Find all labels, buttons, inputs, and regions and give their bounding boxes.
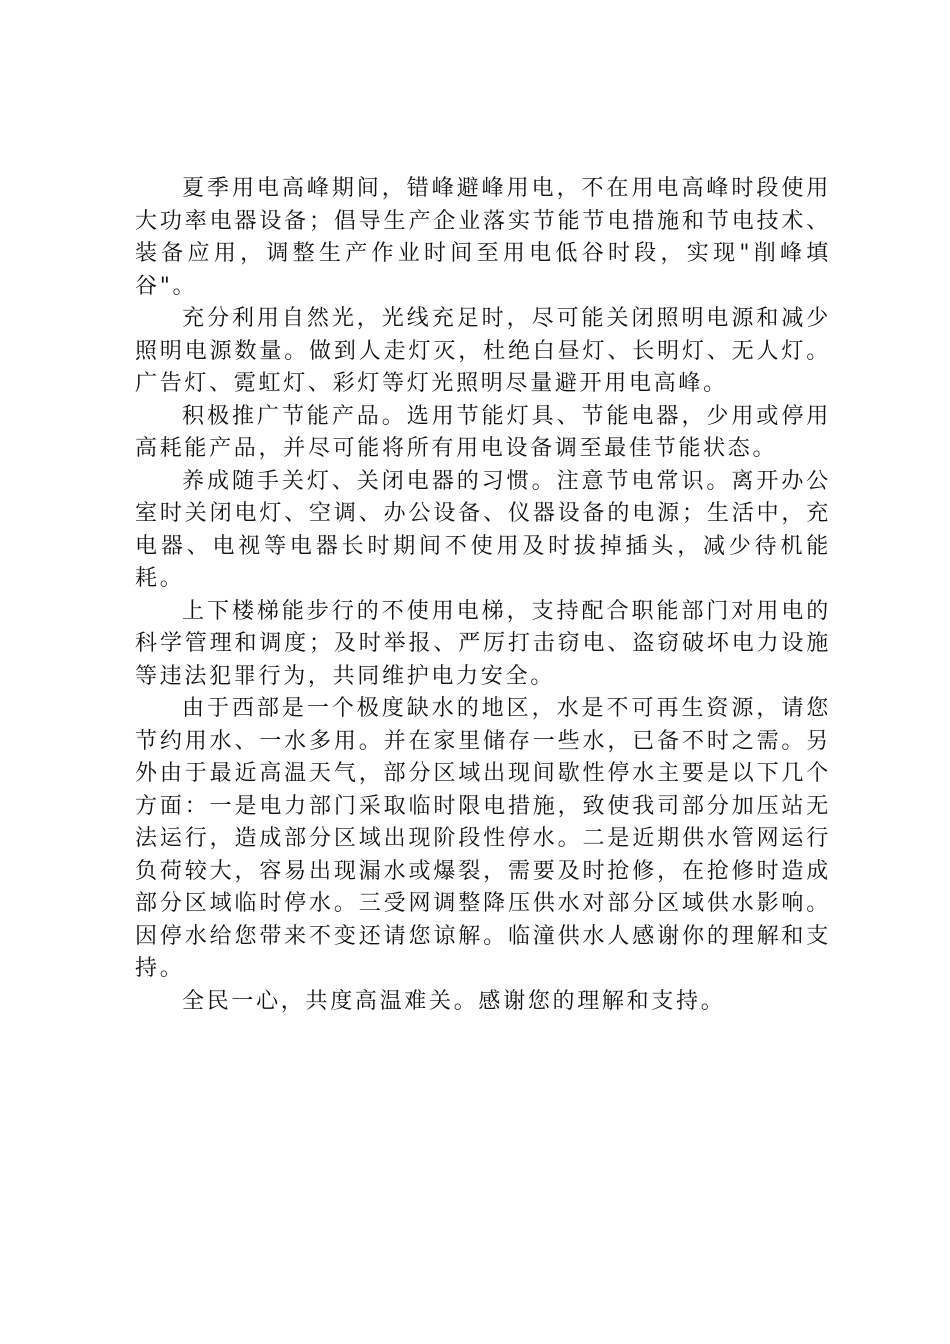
paragraph-natural-light: 充分利用自然光，光线充足时，尽可能关闭照明电源和减少照明电源数量。做到人走灯灭，杜绝白昼灯、长明灯、无人灯。广告灯、霓虹灯、彩灯等灯光照明尽量避开用电高峰。: [135, 306, 831, 396]
paragraph-peak-shaving: 夏季用电高峰期间，错峰避峰用电，不在用电高峰时段使用大功率电器设备；倡导生产企业落实节能节电措施和节电技术、装备应用，调整生产作业时间至用电低谷时段，实现"削峰填谷"。: [135, 176, 831, 299]
paragraph-energy-saving-products: 积极推广节能产品。选用节能灯具、节能电器，少用或停用高耗能产品，并尽可能将所有用电设备调至最佳节能状态。: [135, 403, 831, 461]
paragraph-closing: 全民一心，共度高温难关。感谢您的理解和支持。: [182, 988, 726, 1014]
paragraph-stairs-safety: 上下楼梯能步行的不使用电梯，支持配合职能部门对用电的科学管理和调度；及时举报、严厉打击窃电、盗窃破坏电力设施等违法犯罪行为，共同维护电力安全。: [135, 598, 831, 689]
document-body: [135, 173, 831, 1018]
paragraph-habits: 养成随手关灯、关闭电器的习惯。注意节电常识。离开办公室时关闭电灯、空调、办公设备、仪器设备的电源；生活中，充电器、电视等电器长时期间不使用及时拔掉插头，减少待机能耗。: [135, 468, 831, 591]
paragraph-water-supply: 由于西部是一个极度缺水的地区，水是不可再生资源，请您节约用水、一水多用。并在家里储存一些水，已备不时之需。另外由于最近高温天气，部分区域出现间歇性停水主要是以下几个方面：一是电力部门采取临时限电措施，致使我司部分加压站无法运行，造成部分区域出现阶段性停水。二是近期供水管网运行负荷较大，容易出现漏水或爆裂，需要及时抢修，在抢修时造成部分区域临时停水。三受网调整降压供水对部分区域供水影响。因停水给您带来不变还请您谅解。临潼供水人感谢你的理解和支持。: [135, 696, 831, 981]
